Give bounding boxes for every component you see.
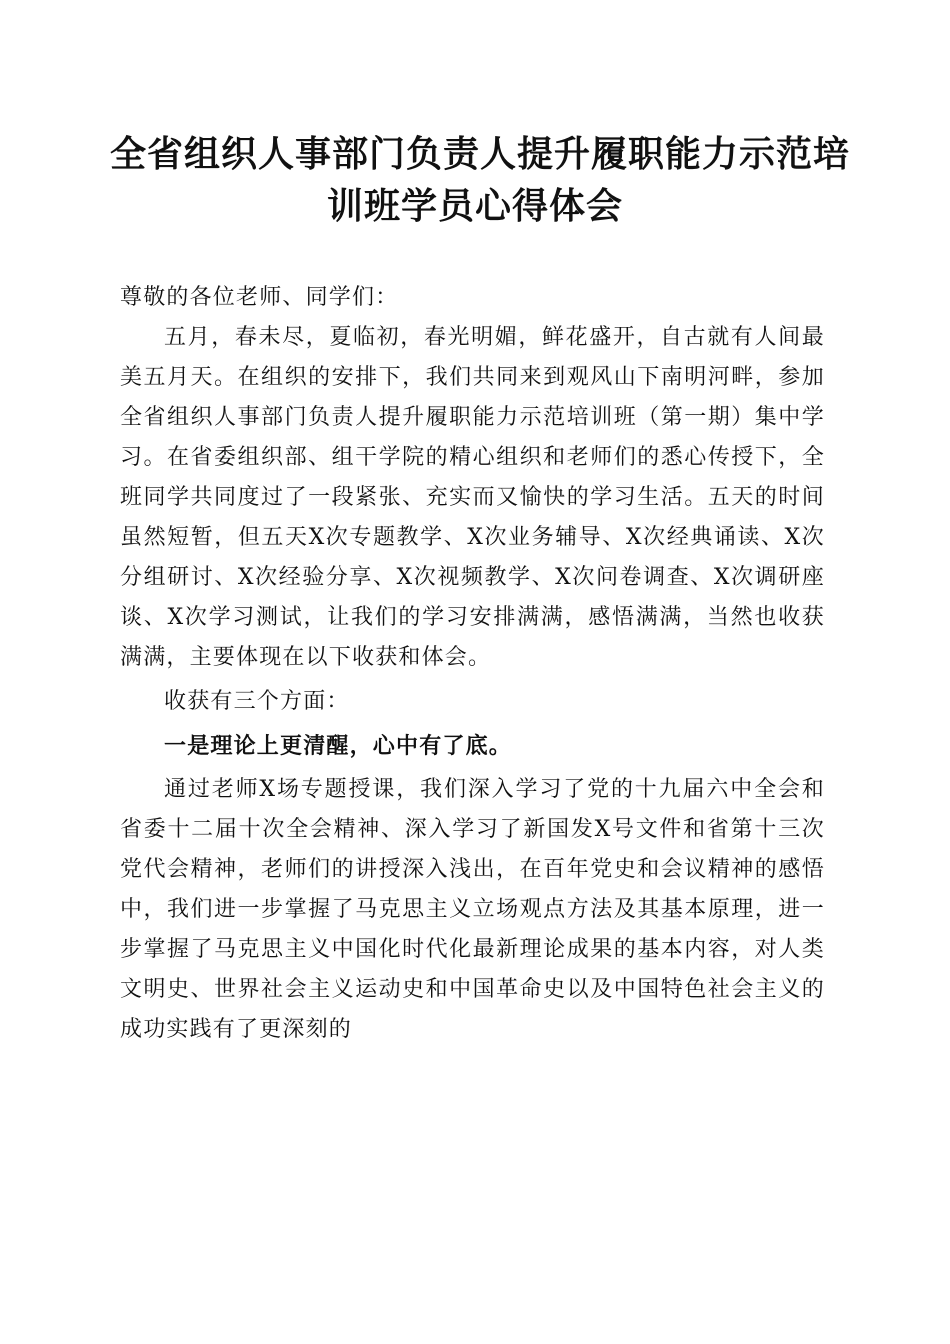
paragraph-gains-summary: 收获有三个方面： [164, 689, 350, 714]
document-title [110, 128, 851, 232]
document-body [120, 278, 825, 1050]
title-line-2: 训班学员心得体会 [326, 185, 623, 227]
paragraph-theory: 通过老师X场专题授课，我们深入学习了党的十九届六中全会和省委十二届十次全会精神、深入学习了新国发X号文件和省第十三次党代会精神，老师们的讲授深入浅出，在百年党史和会议精神的感悟中，我们进一步掌握了马克思主义立场观点方法及其基本原理，进一步掌握了马克思主义中国化时代化最新理论成果的基本内容，对人类文明史、世界社会主义运动史和中国革命史以及中国特色社会主义的成功实践有了更深刻的 [120, 777, 825, 1042]
section-heading-1: 一是理论上更清醒，心中有了底。 [164, 733, 513, 759]
paragraph-intro: 五月，春未尽，夏临初，春光明媚，鲜花盛开，自古就有人间最美五月天。在组织的安排下，我们共同来到观风山下南明河畔，参加全省组织人事部门负责人提升履职能力示范培训班（第一期）集中学习。在省委组织部、组干学院的精心组织和老师们的悉心传授下，全班同学共同度过了一段紧张、充实而又愉快的学习生活。五天的时间虽然短暂，但五天X次专题教学、X次业务辅导、X次经典诵读、X次分组研讨、X次经验分享、X次视频教学、X次问卷调查、X次调研座谈、X次学习测试，让我们的学习安排满满，感悟满满，当然也收获满满，主要体现在以下收获和体会。 [120, 325, 825, 670]
salutation: 尊敬的各位老师、同学们： [120, 285, 399, 310]
title-line-1: 全省组织人事部门负责人提升履职能力示范培 [110, 133, 851, 175]
